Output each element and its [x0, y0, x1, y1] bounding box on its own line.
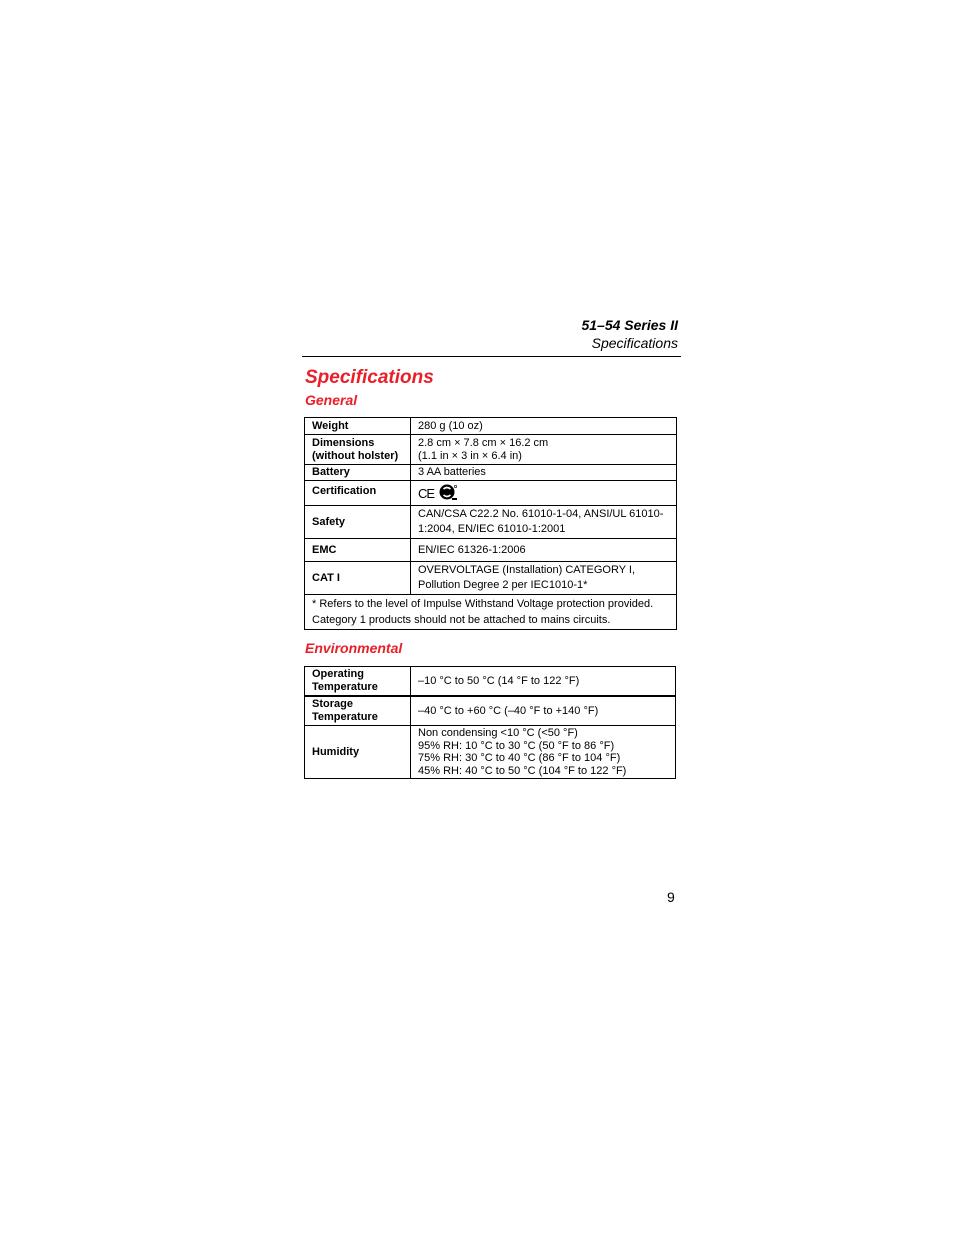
spec-value-line: (1.1 in × 3 in × 6.4 in)	[418, 449, 522, 462]
table-row	[305, 667, 676, 697]
spec-value	[411, 726, 676, 779]
spec-label: Weight	[305, 418, 411, 435]
table-row	[305, 726, 676, 779]
general-heading: General	[305, 392, 358, 408]
spec-value: 3 AA batteries	[411, 465, 677, 481]
spec-label: Operating Temperature	[305, 667, 411, 697]
series-title: 51–54 Series II	[581, 317, 678, 333]
table-row	[305, 465, 677, 481]
general-spec-table	[304, 417, 677, 630]
spec-value: –10 °C to 50 °C (14 °F to 122 °F)	[411, 667, 676, 697]
spec-value-line: 2.8 cm × 7.8 cm × 16.2 cm	[418, 436, 549, 449]
table-row	[305, 506, 677, 539]
table-row	[305, 595, 677, 630]
spec-label: Safety	[305, 506, 411, 539]
table-row	[305, 418, 677, 435]
humidity-line: 95% RH: 10 °C to 30 °C (50 °F to 86 °F)	[418, 739, 615, 752]
footnote: * Refers to the level of Impulse Withstand Voltage protection provided. Category 1 products should not be attached to mains circuits.	[305, 595, 677, 630]
humidity-line: Non condensing <10 °C (<50 °F)	[418, 727, 578, 739]
spec-value: –40 °C to +60 °C (–40 °F to +140 °F)	[411, 696, 676, 726]
header-rule	[302, 356, 681, 357]
spec-value	[411, 435, 677, 465]
environmental-spec-table	[304, 666, 676, 779]
table-row	[305, 435, 677, 465]
spec-value: EN/IEC 61326-1:2006	[411, 539, 677, 562]
spec-value: OVERVOLTAGE (Installation) CATEGORY I, Pollution Degree 2 per IEC1010-1*	[411, 562, 677, 595]
csa-mark-icon	[438, 483, 460, 503]
humidity-line: 45% RH: 40 °C to 50 °C (104 °F to 122 °F)	[418, 764, 627, 777]
humidity-line: 75% RH: 30 °C to 40 °C (86 °F to 104 °F)	[418, 752, 621, 764]
spec-label: Humidity	[305, 726, 411, 779]
spec-label: EMC	[305, 539, 411, 562]
spec-label: CAT I	[305, 562, 411, 595]
table-row	[305, 481, 677, 506]
running-head	[581, 317, 678, 352]
page-number: 9	[667, 889, 675, 905]
spec-value: 280 g (10 oz)	[411, 418, 677, 435]
table-row	[305, 539, 677, 562]
section-label: Specifications	[591, 335, 678, 351]
spec-label: Dimensions (without holster)	[305, 435, 411, 465]
spec-label: Storage Temperature	[305, 696, 411, 726]
spec-value: CAN/CSA C22.2 No. 61010-1-04, ANSI/UL 61010-1:2004, EN/IEC 61010-1:2001	[411, 506, 677, 539]
spec-label: Battery	[305, 465, 411, 481]
environmental-heading: Environmental	[305, 640, 403, 656]
spec-value	[411, 481, 677, 506]
table-row	[305, 696, 676, 726]
table-row	[305, 562, 677, 595]
spec-label: Certification	[305, 481, 411, 506]
ce-mark-icon: CE	[418, 485, 435, 501]
page-title: Specifications	[305, 367, 434, 388]
